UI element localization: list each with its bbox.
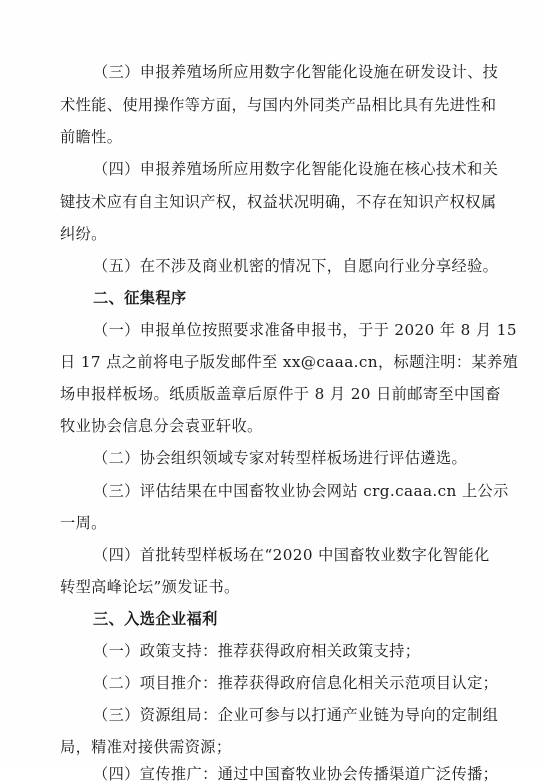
paragraph-line: 牧业协会信息分会袁亚轩收。 bbox=[60, 417, 263, 435]
paragraph-line: 纠纷。 bbox=[60, 225, 107, 243]
paragraph-line: （五）在不涉及商业机密的情况下，自愿向行业分享经验。 bbox=[93, 257, 499, 275]
paragraph-line: 术性能、使用操作等方面，与国内外同类产品相比具有先进性和 bbox=[60, 96, 497, 114]
paragraph-line: 一周。 bbox=[60, 514, 107, 532]
section-heading: 三、入选企业福利 bbox=[93, 610, 218, 628]
paragraph-line: 键技术应有自主知识产权，权益状况明确，不存在知识产权权属 bbox=[60, 193, 497, 211]
paragraph-line: （四）宣传推广：通过中国畜牧业协会传播渠道广泛传播； bbox=[93, 765, 499, 783]
paragraph-line: 局，精准对接供需资源； bbox=[60, 738, 232, 756]
paragraph-line: （一）政策支持：推荐获得政府相关政策支持； bbox=[93, 642, 421, 660]
paragraph-line: 前瞻性。 bbox=[60, 128, 123, 146]
paragraph-line: 日 17 点之前将电子版发邮件至 xx@caaa.cn，标题注明：某养殖 bbox=[60, 353, 519, 371]
paragraph-line: （一）申报单位按照要求准备申报书，于于 2020 年 8 月 15 bbox=[93, 321, 517, 339]
section-heading: 二、征集程序 bbox=[93, 289, 187, 307]
paragraph-line: （三）申报养殖场所应用数字化智能化设施在研发设计、技 bbox=[93, 63, 499, 81]
paragraph-line: （三）资源组局：企业可参与以打通产业链为导向的定制组 bbox=[93, 706, 499, 724]
paragraph-line: （二）项目推介：推荐获得政府信息化相关示范项目认定； bbox=[93, 674, 499, 692]
paragraph-line: 场申报样板场。纸质版盖章后原件于 8 月 20 日前邮寄至中国畜 bbox=[60, 385, 501, 403]
paragraph-line: （四）首批转型样板场在“2020 中国畜牧业数字化智能化 bbox=[93, 546, 490, 564]
paragraph-line: 转型高峰论坛”颁发证书。 bbox=[60, 578, 240, 596]
paragraph-line: （三）评估结果在中国畜牧业协会网站 crg.caaa.cn 上公示 bbox=[93, 482, 509, 500]
paragraph-line: （四）申报养殖场所应用数字化智能化设施在核心技术和关 bbox=[93, 160, 499, 178]
paragraph-line: （二）协会组织领域专家对转型样板场进行评估遴选。 bbox=[93, 449, 468, 467]
